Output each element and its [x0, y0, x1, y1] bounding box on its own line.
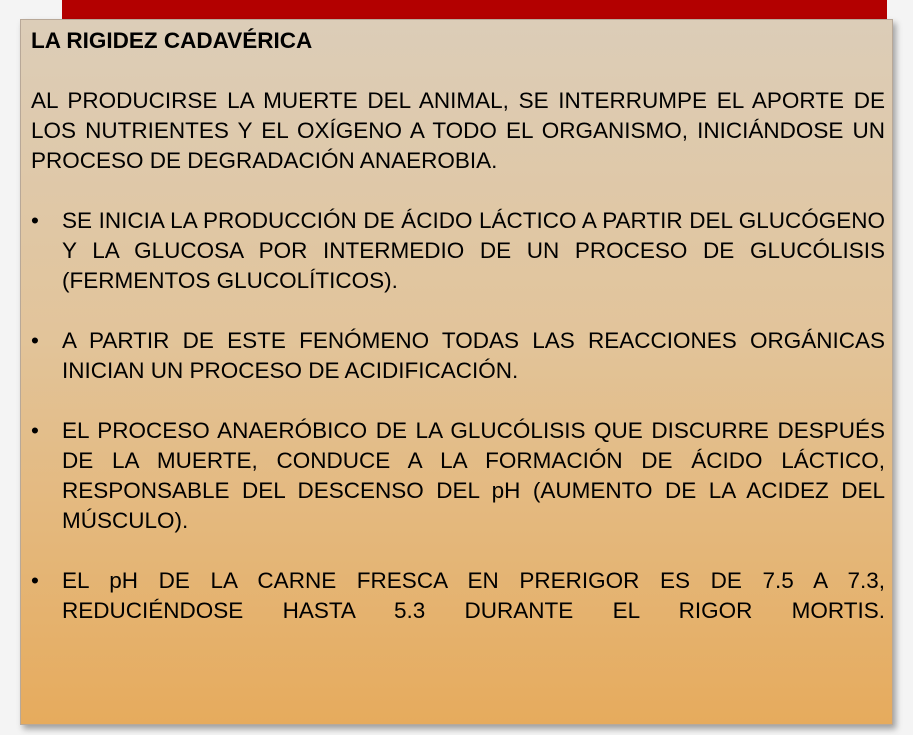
bullet-item-3 — [31, 416, 885, 536]
slide-title: LA RIGIDEZ CADAVÉRICA — [31, 28, 313, 53]
bullet-dot: • — [31, 568, 39, 593]
text-panel — [20, 19, 893, 725]
header-accent-bar — [62, 0, 887, 19]
bullet-item-4 — [31, 566, 885, 626]
bullet-item-1 — [31, 206, 885, 296]
bullet-text: EL pH DE LA CARNE FRESCA EN PRERIGOR ES DE 7.5 A 7.3, REDUCIÉNDOSE HASTA 5.3 DURANTE EL RIGOR MORTIS. — [62, 568, 885, 623]
bullet-text: A PARTIR DE ESTE FENÓMENO TODAS LAS REACCIONES ORGÁNICAS INICIAN UN PROCESO DE ACIDIFICACIÓN. — [62, 328, 885, 383]
bullet-dot: • — [31, 328, 39, 353]
intro-paragraph: AL PRODUCIRSE LA MUERTE DEL ANIMAL, SE INTERRUMPE EL APORTE DE LOS NUTRIENTES Y EL OXÍGENO A TODO EL ORGANISMO, INICIÁNDOSE UN PROCESO DE DEGRADACIÓN ANAEROBIA. — [31, 88, 885, 173]
bullet-dot: • — [31, 208, 39, 233]
bullet-text: EL PROCESO ANAERÓBICO DE LA GLUCÓLISIS QUE DISCURRE DESPUÉS DE LA MUERTE, CONDUCE A LA FORMACIÓN DE ÁCIDO LÁCTICO, RESPONSABLE DEL DESCENSO DEL pH (AUMENTO DE LA ACIDEZ DEL MÚSCULO). — [62, 418, 885, 533]
bullet-item-2 — [31, 326, 885, 386]
bullet-dot: • — [31, 418, 39, 443]
slide-content — [31, 26, 885, 626]
bullet-text: SE INICIA LA PRODUCCIÓN DE ÁCIDO LÁCTICO A PARTIR DEL GLUCÓGENO Y LA GLUCOSA POR INTERMEDIO DE UN PROCESO DE GLUCÓLISIS (FERMENTOS GLUCOLÍTICOS). — [62, 208, 885, 293]
